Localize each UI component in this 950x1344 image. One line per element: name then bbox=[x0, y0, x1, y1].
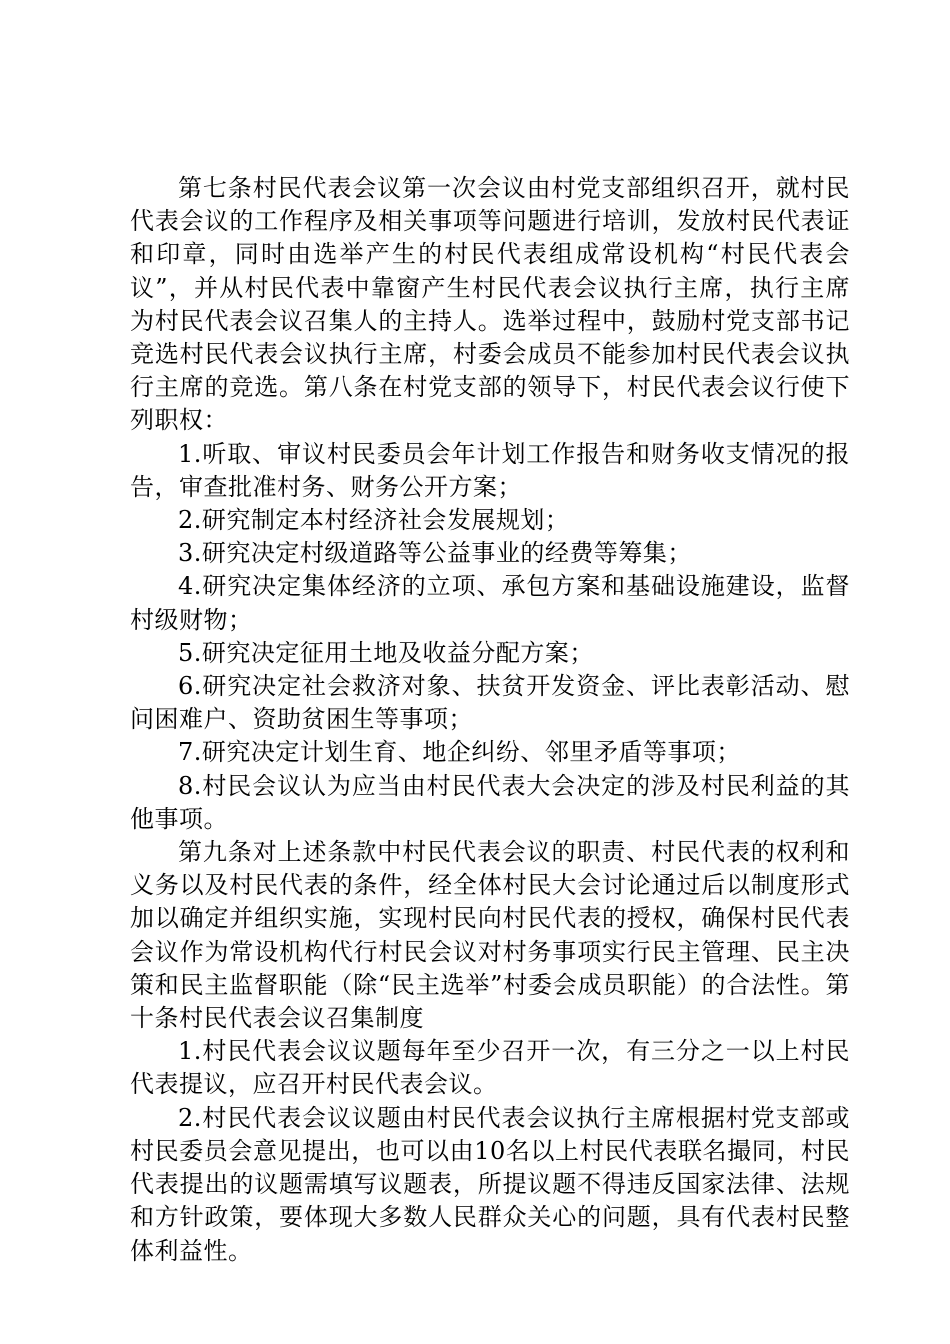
list-item-4: 4.研究决定集体经济的立项、承包方案和基础设施建设，监督村级财物； bbox=[130, 572, 850, 634]
list-item-2: 2.研究制定本村经济社会发展规划； bbox=[178, 506, 570, 535]
paragraph-article-9-10: 第九条对上述条款中村民代表会议的职责、村民代表的权利和义务以及村民代表的条件，经全体村民大会讨论通过后以制度形式加以确定并组织实施，实现村民向村民代表的授权，确保村民代表会议作为常设机构代行村民会议对村务事项实行民主管理、民主决策和民主监督职能（除“民主选举”村委会成员职能）的合法性。第十条村民代表会议召集制度 bbox=[130, 838, 850, 1033]
convening-rule-2: 2.村民代表会议议题由村民代表会议执行主席根据村党支部或村民委员会意见提出，也可以由10名以上村民代表联名撮同，村民代表提出的议题需填写议题表，所提议题不得违反国家法律、法规和方针政策，要体现大多数人民群众关心的问题，具有代表村民整体利益性。 bbox=[130, 1103, 850, 1265]
list-item-5: 5.研究决定征用土地及收益分配方案； bbox=[178, 638, 594, 667]
paragraph-article-7-8: 第七条村民代表会议第一次会议由村党支部组织召开，就村民代表会议的工作程序及相关事项等问题进行培训，发放村民代表证和印章，同时由选举产生的村民代表组成常设机构“村民代表会议”，并从村民代表中靠窗产生村民代表会议执行主席，执行主席为村民代表会议召集人的主持人。选举过程中，鼓励村党支部书记竞选村民代表会议执行主席，村委会成员不能参加村民代表会议执行主席的竞选。第八条在村党支部的领导下，村民代表会议行使下列职权： bbox=[130, 174, 850, 435]
list-item-1: 1.听取、审议村民委员会年计划工作报告和财务收支情况的报告，审查批准村务、财务公开方案； bbox=[130, 439, 850, 501]
list-item-8: 8.村民会议认为应当由村民代表大会决定的涉及村民利益的其他事项。 bbox=[130, 771, 850, 833]
list-item-7: 7.研究决定计划生育、地企纠纷、邻里矛盾等事项； bbox=[178, 738, 741, 767]
list-item-6: 6.研究决定社会救济对象、扶贫开发资金、评比表彰活动、慰问困难户、资助贫困生等事项； bbox=[130, 672, 850, 734]
convening-rule-1: 1.村民代表会议议题每年至少召开一次，有三分之一以上村民代表提议，应召开村民代表会议。 bbox=[130, 1037, 850, 1099]
list-item-3: 3.研究决定村级道路等公益事业的经费等筹集； bbox=[178, 539, 692, 568]
